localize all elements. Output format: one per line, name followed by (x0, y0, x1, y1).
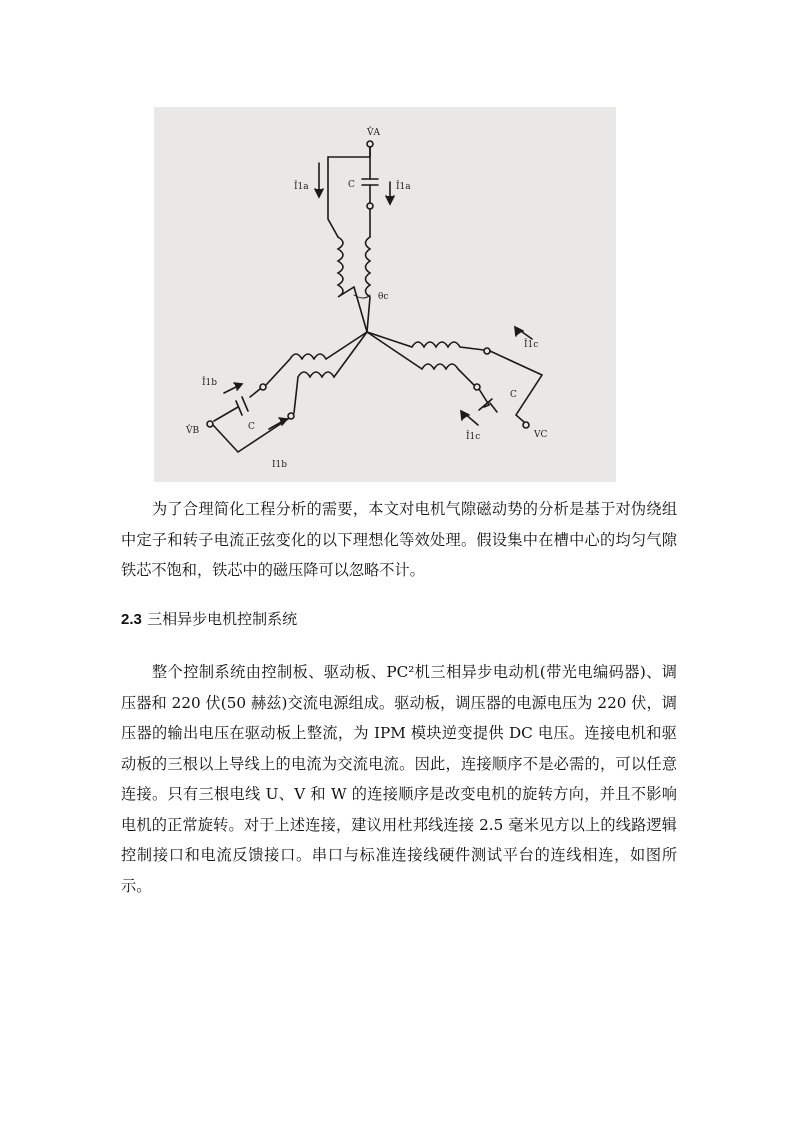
diagram-labels (185, 126, 547, 470)
label-capacitor-a: C (348, 180, 355, 190)
capacitor-c (479, 389, 497, 412)
label-i1c-top: Î1c (524, 340, 539, 350)
section-number: 2.3 (121, 611, 142, 628)
coil-c-bottom (367, 332, 474, 385)
three-phase-winding-diagram (154, 107, 616, 482)
section-heading (121, 608, 297, 629)
label-vc: VC (534, 430, 548, 440)
winding-circuit-svg (154, 107, 616, 482)
capacitor-b (214, 389, 260, 421)
label-va: V̂A (367, 128, 380, 138)
label-theta: θc (378, 292, 389, 302)
coil-b-bottom (294, 332, 367, 413)
label-capacitor-b: C (248, 422, 255, 432)
terminal-b-bottom (288, 413, 294, 419)
label-capacitor-c: C (510, 390, 517, 400)
coil-a-left (338, 237, 367, 332)
terminal-c-top (484, 348, 490, 354)
control-system-paragraph: 整个控制系统由控制板、驱动板、PC²机三相异步电动机(带光电编码器)、调压器和 220 伏(50 赫兹)交流电源组成。驱动板，调压器的电源电压为 220 伏，调压器的输出电压在驱动板上整流，为 IPM 模块逆变提供 DC 电压。连接电机和驱动板的三根以上导线上的电流为交流电流。因此，连接顺序不是必需的，可以任意连接。只有三根电线 U、V 和 W 的连接顺序是改变电机的旋转方向，并且不影响电机的正常旋转。对于上述连接，建议用杜邦线连接 2.5 毫米见方以上的线路逻辑控制接口和电流反馈接口。串口与标准连接线硬件测试平台的连线相连，如图所示。 (121, 663, 677, 895)
terminal-va (367, 141, 373, 147)
label-i1c-bottom: Î1c (466, 432, 481, 442)
coil-a-right (366, 237, 371, 332)
label-vb: V̂B (186, 426, 200, 436)
label-i1a-left: Î1a (294, 182, 309, 192)
intro-paragraph: 为了合理简化工程分析的需要，本文对电机气隙磁动势的分析是基于对伪绕组中定子和转子电流正弦变化的以下理想化等效处理。假设集中在槽中心的均匀气隙铁芯不饱和，铁芯中的磁压降可以忽略不计。 (121, 500, 677, 579)
label-i1a-right: Î1a (396, 182, 411, 192)
coil-c-top (367, 332, 484, 350)
wire-a-left (328, 147, 370, 167)
coil-b-top (266, 332, 367, 385)
terminal-vb (207, 421, 213, 427)
terminal-vc (523, 422, 529, 428)
label-i1b-bottom: I1b (272, 460, 288, 470)
label-i1b-top: Î1b (202, 378, 218, 388)
capacitor-a (362, 179, 378, 185)
terminal-a-cap (367, 203, 373, 209)
terminal-b-top (260, 384, 266, 390)
section-title: 三相异步电机控制系统 (147, 610, 298, 628)
